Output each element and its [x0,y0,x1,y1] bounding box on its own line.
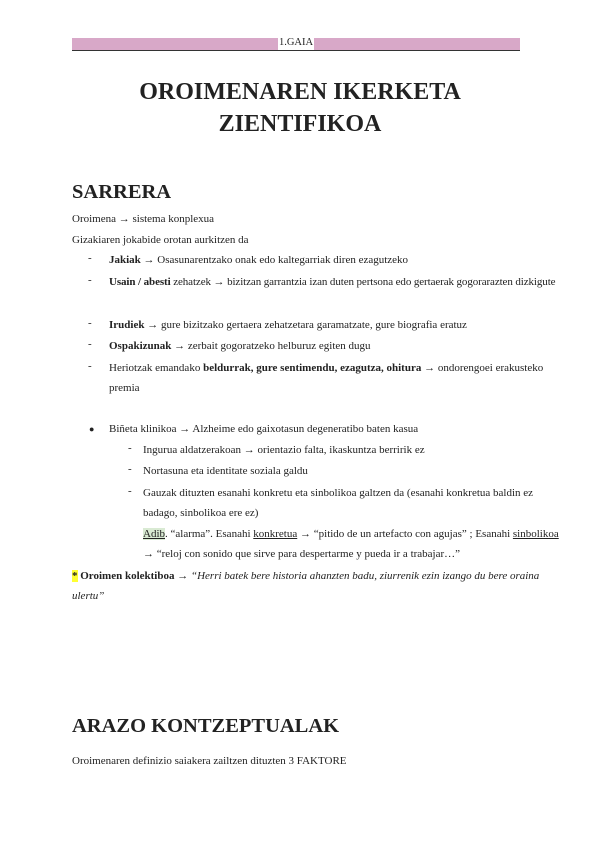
dash-marker: - [88,274,92,286]
sub-list-item: Gauzak dituzten esanahi konkretu eta sinbolikoa galtzen da (esanahi konkretua baldin ez badago, sinbolikoa ere ez) [143,487,534,519]
dash-marker: - [88,338,92,350]
intro-line-1: Oroimena → sistema konplexua [72,213,215,225]
list-item: Usain / abesti zehatzek → bizitzan garrantzia izan duten pertsona edo gertaerak gogorarazten dizkigute [109,276,556,288]
dash-marker: - [88,252,92,264]
sub-list-item: Nortasuna eta identitate soziala galdu [143,465,308,477]
page-header [72,36,520,51]
dash-marker: - [88,360,92,372]
arazo-line-1: Oroimenaren definizio saiakera zailtzen dituzten 3 FAKTORE [72,755,347,767]
title-line-1: OROIMENAREN IKERKETA [139,79,461,105]
sub-list-item: Ingurua aldatzerakoan → orientazio falta, ikaskuntza berririk ez [143,444,425,456]
document-title [72,76,528,140]
dash-marker: - [88,317,92,329]
bullet-dot-icon: ● [89,424,95,434]
list-item: Irudiek → gure bizitzako gertaera zehatzetara garamatzate, gure biografia eratuz [109,319,467,331]
title-line-2: ZIENTIFIKOA [218,111,382,137]
collective-memory-note: * Oroimen kolektiboa → “Herri batek bere historia ahanzten badu, ziurrenik ezin izango du bere oraina ulertu” [72,570,540,602]
dash-marker: - [128,442,132,454]
example-text: Adib. “alarma”. Esanahi konkretua → “pitido de un artefacto con agujas” ; Esanahi sinbolikoa → “reloj con sonido que sirve para despertarme y pueda ir a trabajar…” [143,528,559,560]
section-heading-sarrera: SARRERA [72,181,172,203]
intro-line-2: Gizakiaren jokabide orotan aurkitzen da [72,234,249,246]
header-band-left [72,38,278,50]
dash-marker: - [128,463,132,475]
header-band-right [314,38,520,50]
dash-marker: - [128,485,132,497]
list-item: Jakiak → Osasunarentzako onak edo kaltegarriak diren ezagutzeko [109,254,409,266]
list-item: Heriotzak emandako beldurrak, gure sentimendu, ezagutza, ohitura → ondorengoei erakusteko premia [109,362,544,394]
list-item: Ospakizunak → zerbait gogoratzeko helburuz egiten dugu [109,340,371,352]
bullet-item: Biñeta klinikoa → Alzheime edo gaixotasun degeneratibo baten kasua [109,423,419,435]
section-heading-arazo: ARAZO KONTZEPTUALAK [72,715,340,737]
header-label: 1.GAIA [278,37,314,48]
